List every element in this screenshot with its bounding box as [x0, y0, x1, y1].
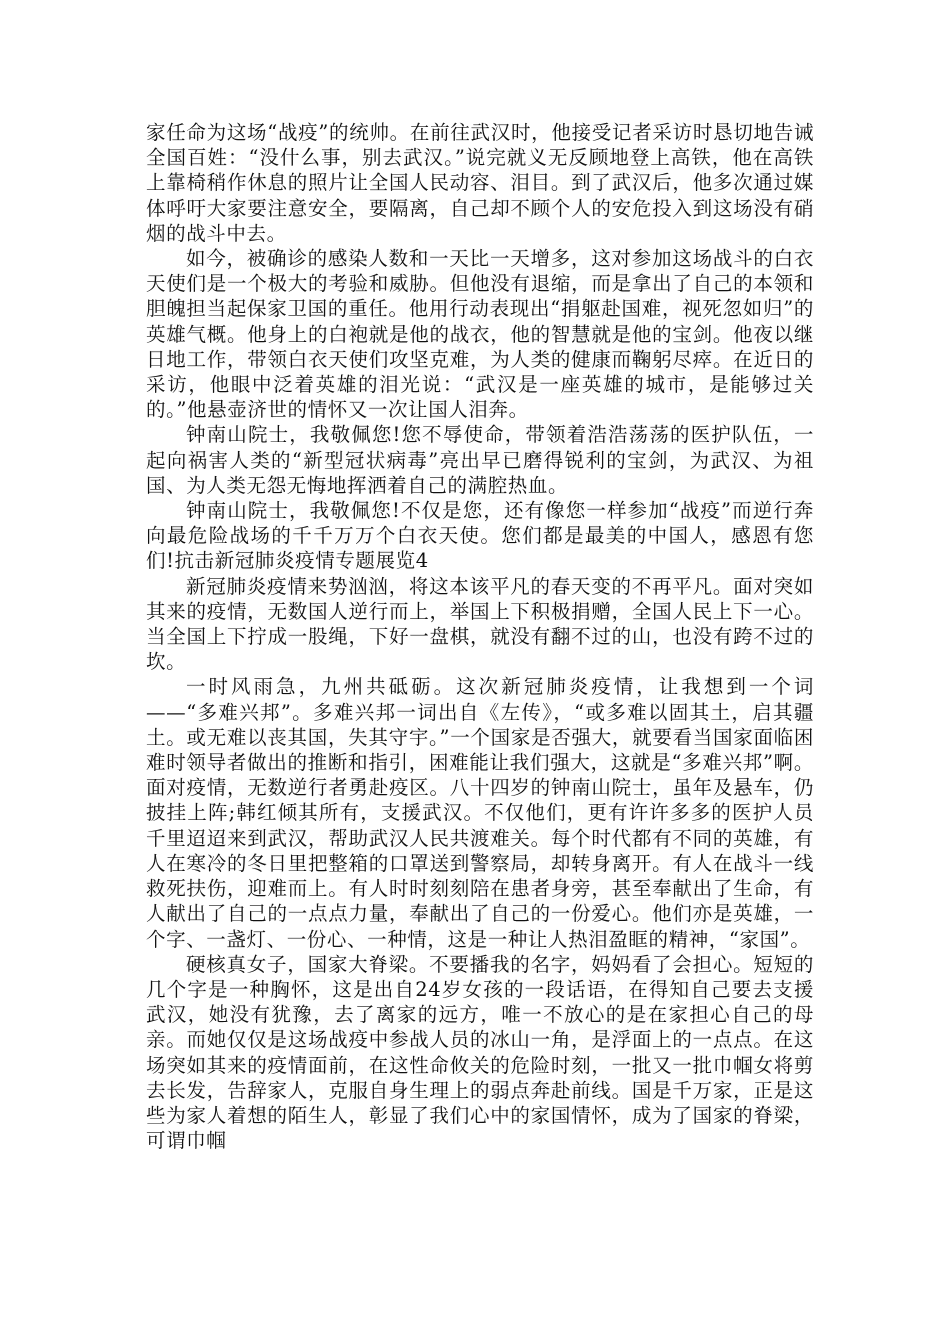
- paragraph-6: 一时风雨急，九州共砥砺。这次新冠肺炎疫情，让我想到一个词——“多难兴邦”。多难兴邦一词出自《左传》，“或多难以固其土，启其疆土。或无难以丧其国，失其守宇。”一个国家是否强大，就要看当国家面临困难时领导者做出的推断和指引，困难能让我们强大，这就是“多难兴邦”啊。面对疫情，无数逆行者勇赴疫区。八十四岁的钟南山院士，虽年及悬车，仍披挂上阵;韩红倾其所有，支援武汉。不仅他们，更有许许多多的医护人员千里迢迢来到武汉，帮助武汉人民共渡难关。每个时代都有不同的英雄，有人在寒冷的冬日里把整箱的口罩送到警察局，却转身离开。有人在战斗一线救死扶伤，迎难而上。有人时时刻刻陪在患者身旁，甚至奉献出了生命，有人献出了自己的一点点力量，奉献出了自己的一份爱心。他们亦是英雄，一个字、一盏灯、一份心、一种情，这是一种让人热泪盈眶的精神，“家国”。: [146, 675, 814, 951]
- paragraph-3: 钟南山院士，我敬佩您!您不辱使命，带领着浩浩荡荡的医护队伍，一起向祸害人类的“新型冠状病毒”亮出早已磨得锐利的宝剑，为武汉、为祖国、为人类无怨无悔地挥洒着自己的满腔热血。: [146, 423, 814, 497]
- paragraph-4: 钟南山院士，我敬佩您!不仅是您，还有像您一样参加“战疫”而逆行奔向最危险战场的千千万万个白衣天使。您们都是最美的中国人，感恩有您们!抗击新冠肺炎疫情专题展览4: [146, 499, 814, 573]
- paragraph-2: 如今，被确诊的感染人数和一天比一天增多，这对参加这场战斗的白衣天使们是一个极大的考验和威胁。但他没有退缩，而是拿出了自己的本领和胆魄担当起保家卫国的重任。他用行动表现出“捐躯赴国难，视死忽如归”的英雄气概。他身上的白袍就是他的战衣，他的智慧就是他的宝剑。他夜以继日地工作，带领白衣天使们攻坚克难，为人类的健康而鞠躬尽瘁。在近日的采访，他眼中泛着英雄的泪光说：“武汉是一座英雄的城市，是能够过关的。”他悬壶济世的情怀又一次让国人泪奔。: [146, 247, 814, 422]
- paragraph-1: 家任命为这场“战疫”的统帅。在前往武汉时，他接受记者采访时恳切地告诫全国百姓：“没什么事，别去武汉。”说完就义无反顾地登上高铁，他在高铁上靠椅稍作休息的照片让全国人民动容、泪目。到了武汉后，他多次通过媒体呼吁大家要注意安全，要隔离，自己却不顾个人的安危投入到这场没有硝烟的战斗中去。: [146, 121, 814, 245]
- article-body: [146, 120, 814, 1153]
- paragraph-7: 硬核真女子，国家大脊梁。不要播我的名字，妈妈看了会担心。短短的几个字是一种胸怀，这是出自24岁女孩的一段话语，在得知自己要去支援武汉，她没有犹豫，去了离家的远方，唯一不放心的是在家担心自己的母亲。而她仅仅是这场战疫中参战人员的冰山一角，是浮面上的一点点。在这场突如其来的疫情面前，在这性命攸关的危险时刻，一批又一批巾帼女将剪去长发，告辞家人，克服自身生理上的弱点奔赴前线。国是千万家，正是这些为家人着想的陌生人，彰显了我们心中的家国情怀，成为了国家的脊梁，可谓巾帼: [146, 952, 814, 1153]
- paragraph-5: 新冠肺炎疫情来势汹汹，将这本该平凡的春天变的不再平凡。面对突如其来的疫情，无数国人逆行而上，举国上下积极捐赠，全国人民上下一心。当全国上下拧成一股绳，下好一盘棋，就没有翻不过的山，也没有跨不过的坎。: [146, 574, 814, 674]
